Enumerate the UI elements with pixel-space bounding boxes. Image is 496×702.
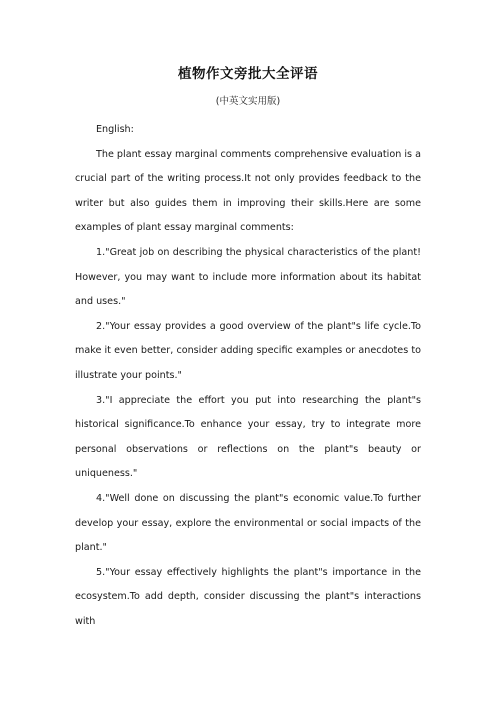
intro-paragraph: The plant essay marginal comments comprehensive evaluation is a crucial part of the writing process.It not only provides feedback to the writer but also guides them in improving their skills.Here are some examples of plant essay marginal comments: [75,148,421,234]
document-subtitle: (中英文实用版) [215,96,281,107]
document-body [75,118,421,634]
comment-example-2: 2."Your essay provides a good overview of the plant"s life cycle.To make it even better, consider adding specific examples or anecdotes to illustrate your points." [75,320,421,381]
comment-example-3: 3."I appreciate the effort you put into researching the plant"s historical significance.To enhance your essay, try to integrate more personal observations or reflections on the plant"s beauty or uniqueness." [75,394,421,480]
comment-example-1: 1."Great job on describing the physical characteristics of the plant! However, you may want to include more information about its habitat and uses." [75,246,421,308]
document-title: 植物作文旁批大全评语 [178,66,318,82]
comment-example-5: 5."Your essay effectively highlights the plant"s importance in the ecosystem.To add depth, consider discussing the plant"s interactions with [75,566,421,627]
comment-example-4: 4."Well done on discussing the plant"s economic value.To further develop your essay, explore the environmental or social impacts of the plant." [75,492,421,554]
language-heading: English: [96,124,134,135]
